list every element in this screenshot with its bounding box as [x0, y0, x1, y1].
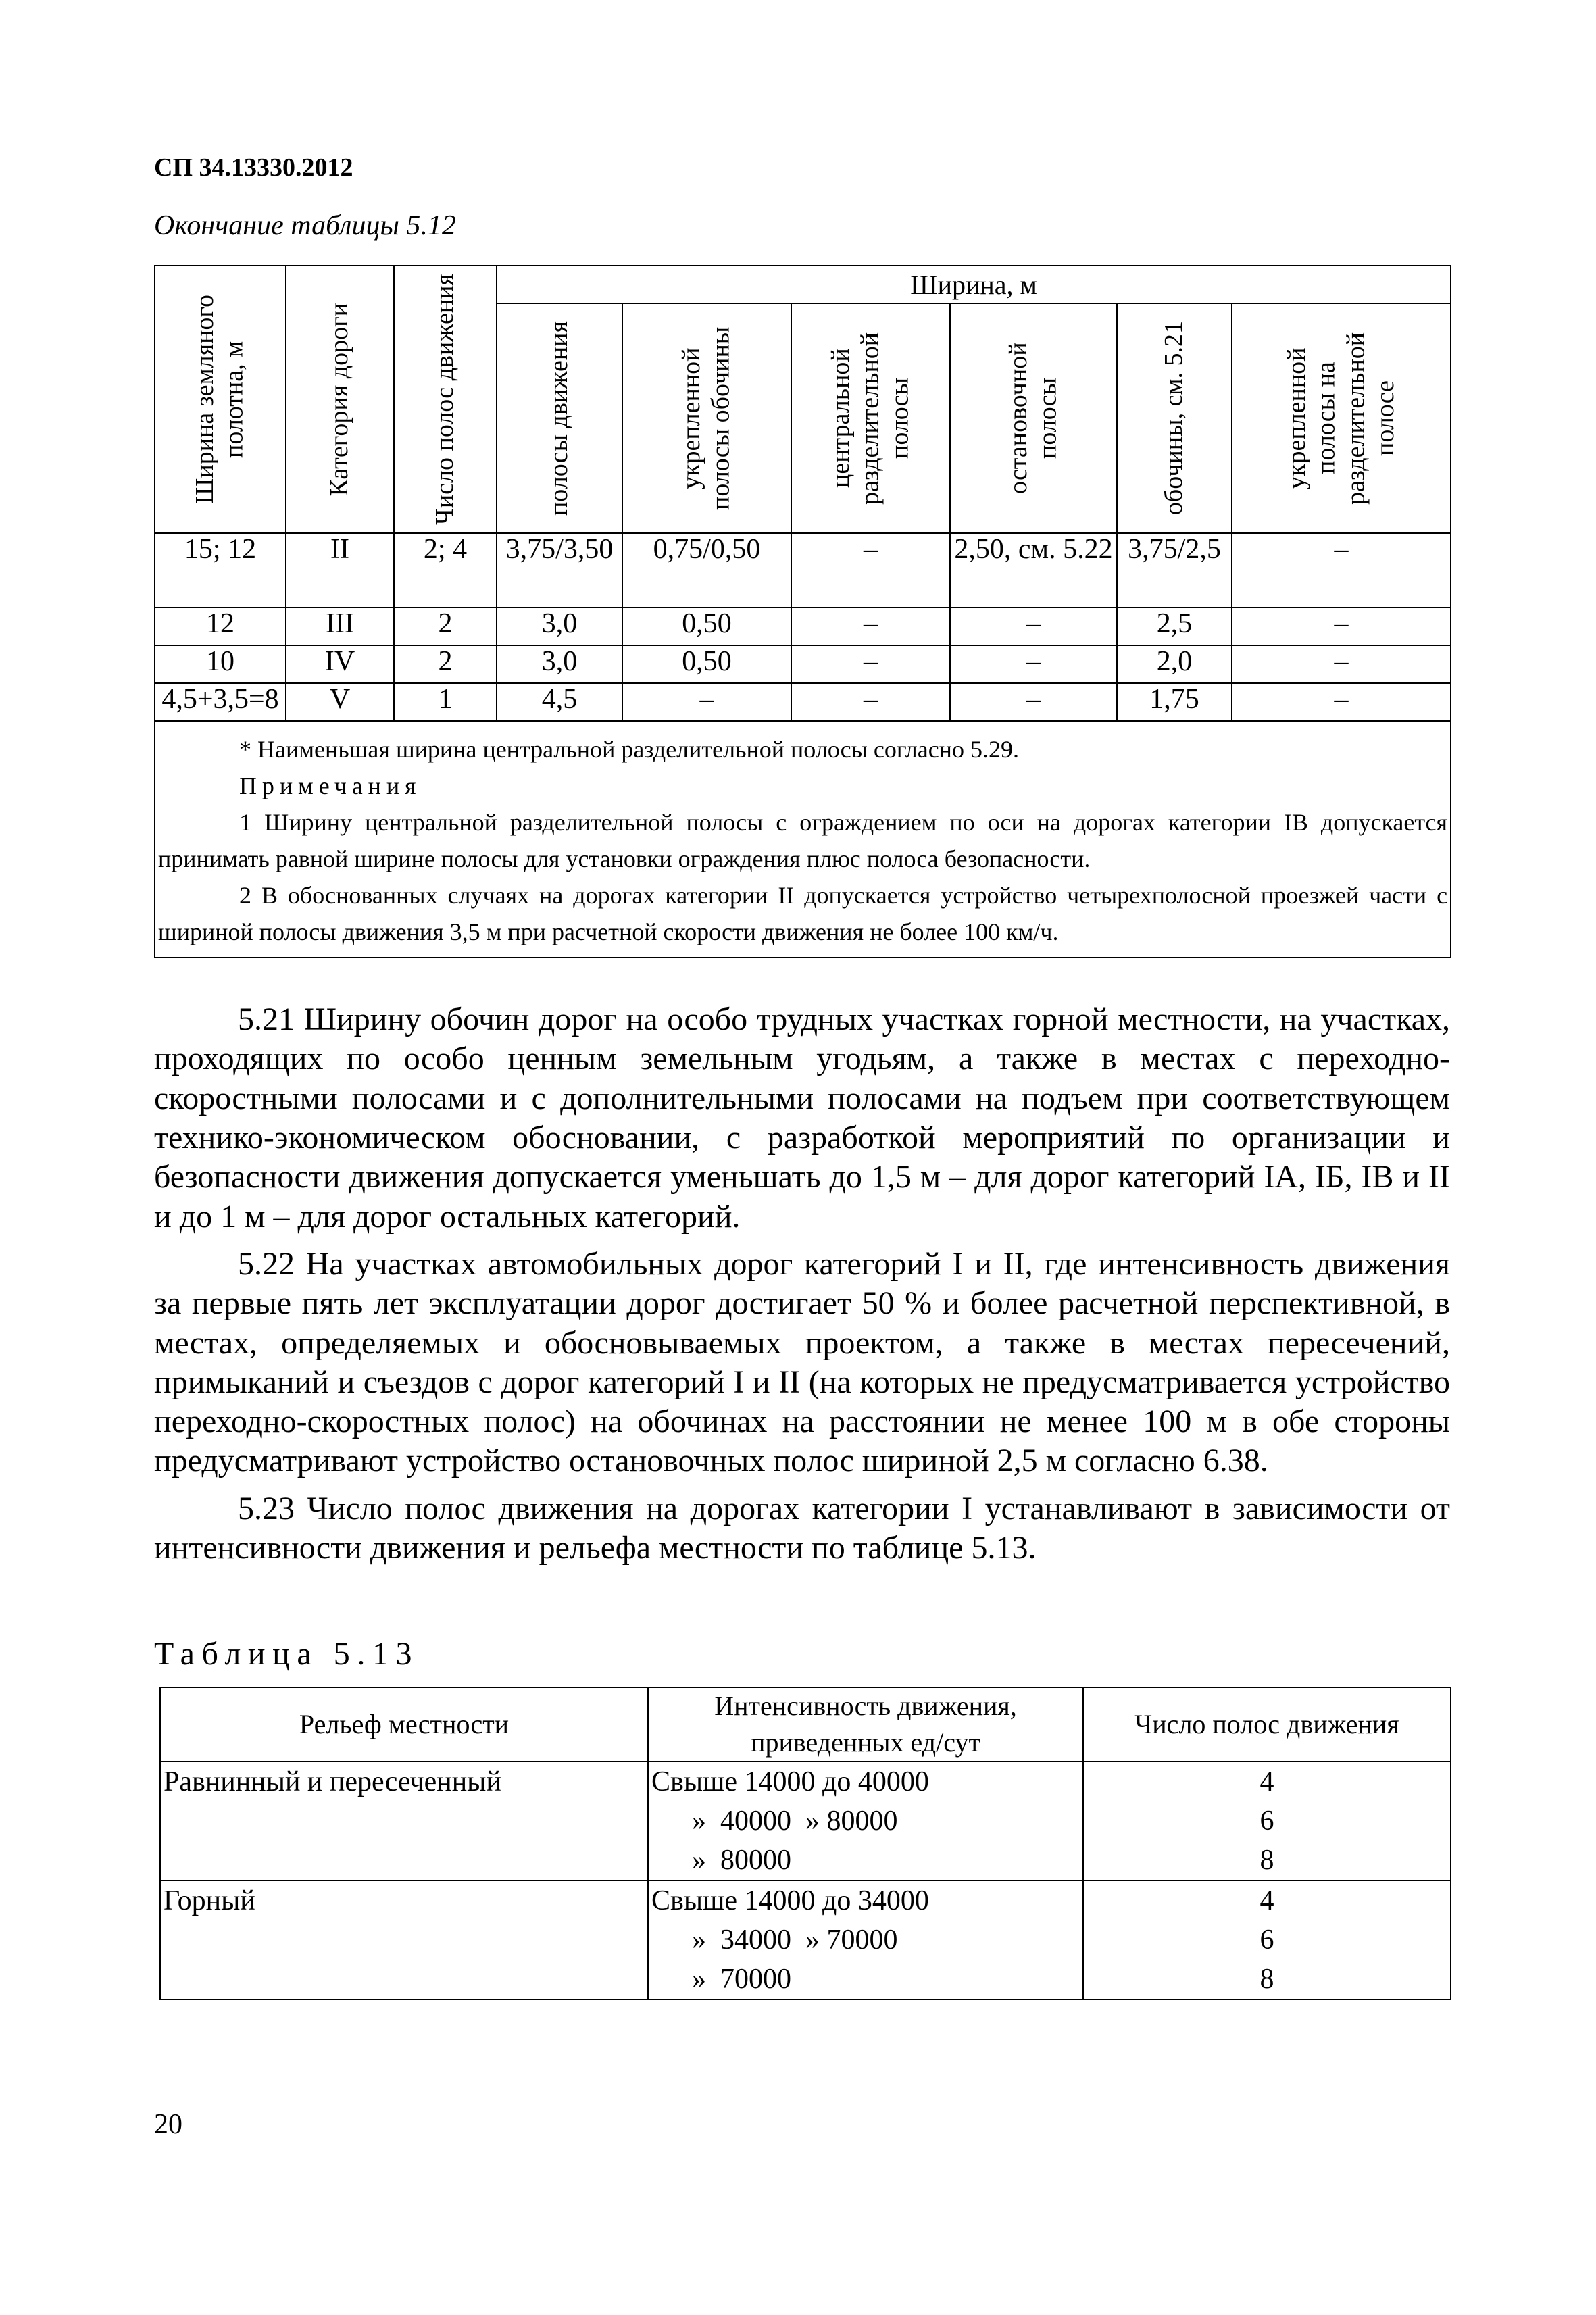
table-cell: IV — [286, 645, 394, 683]
table-5-13-caption: Таблица 5.13 — [154, 1636, 420, 1672]
intensity-line: » 34000 » 70000 — [692, 1924, 898, 1956]
col-header-relief: Рельеф местности — [160, 1687, 648, 1762]
table-cell: 0,50 — [622, 607, 791, 645]
intensity-cell — [648, 1762, 1083, 1881]
intensity-line: » 40000 » 80000 — [692, 1806, 898, 1837]
intensity-line: » 80000 — [692, 1845, 791, 1876]
table-continuation-caption: Окончание таблицы 5.12 — [154, 210, 456, 241]
table-row — [155, 645, 1451, 683]
table-cell: 3,0 — [497, 607, 622, 645]
intensity-cell — [648, 1881, 1083, 1999]
table-5-13 — [159, 1687, 1451, 2000]
notes-title: Примечания — [239, 772, 422, 799]
col-group-header-width: Ширина, м — [497, 266, 1451, 303]
table-cell: 3,75/3,50 — [497, 533, 622, 607]
page-number: 20 — [154, 2109, 182, 2140]
table-cell: 1,75 — [1117, 683, 1232, 721]
table-cell: 2 — [394, 607, 497, 645]
col-header-median-strip: укрепленной полосы на разделительной полосе — [1232, 303, 1451, 533]
table-cell: V — [286, 683, 394, 721]
lanes-value: 6 — [1260, 1806, 1274, 1837]
table-cell: 2 — [394, 645, 497, 683]
col-header-shoulder-strip: укрепленной полосы обочины — [622, 303, 791, 533]
table-cell: 0,75/0,50 — [622, 533, 791, 607]
table-cell: 1 — [394, 683, 497, 721]
table-cell: – — [1232, 645, 1451, 683]
table-row — [160, 1762, 1451, 1881]
lanes-value: 8 — [1260, 1964, 1274, 1995]
lanes-value: 4 — [1260, 1766, 1274, 1797]
table-cell: – — [791, 645, 950, 683]
table-cell: – — [622, 683, 791, 721]
table-row — [155, 533, 1451, 607]
table-cell: – — [791, 533, 950, 607]
table-cell: III — [286, 607, 394, 645]
table-cell: II — [286, 533, 394, 607]
table-cell: – — [791, 683, 950, 721]
table-cell: 2,5 — [1117, 607, 1232, 645]
intensity-line: Свыше 14000 до 40000 — [651, 1766, 929, 1797]
table-cell: – — [1232, 683, 1451, 721]
col-header-shoulder: обочины, см. 5.21 — [1117, 303, 1232, 533]
col-header-lane-count: Число полос движения — [394, 266, 497, 533]
table-cell: – — [950, 683, 1117, 721]
paragraph-5-23: 5.23 Число полос движения на дорогах категории I устанавливают в зависимости от интенсивности движения и рельефа местности по таблице 5.13. — [154, 1490, 1450, 1566]
table-row — [155, 683, 1451, 721]
body-text — [154, 1000, 1450, 1576]
lanes-value: 8 — [1260, 1845, 1274, 1876]
table-footnote: * Наименьшая ширина центральной разделительной полосы согласно 5.29. — [239, 736, 1019, 763]
col-header-central-median: центральной разделительной полосы — [791, 303, 950, 533]
relief-cell: Равнинный и пересеченный — [160, 1762, 648, 1881]
note-1: 1 Ширину центральной разделительной полосы с ограждением по оси на дорогах категории IB допускается принимать равной ширине полосы для установки ограждения плюс полоса безопасности. — [158, 809, 1448, 872]
table-cell: 2,0 — [1117, 645, 1232, 683]
document-code: СП 34.13330.2012 — [154, 153, 353, 182]
note-2: 2 В обоснованных случаях на дорогах категории II допускается устройство четырехполосной проезжей части с шириной полосы движения 3,5 м при расчетной скорости движения не более 100 км/ч. — [158, 882, 1448, 945]
table-cell: – — [950, 645, 1117, 683]
table-cell: – — [1232, 607, 1451, 645]
col-header-subgrade-width: Ширина земляного полотна, м — [155, 266, 286, 533]
table-cell: 2; 4 — [394, 533, 497, 607]
table-cell: 3,0 — [497, 645, 622, 683]
lanes-value: 6 — [1260, 1924, 1274, 1956]
col-header-intensity: Интенсивность движения, приведенных ед/сут — [648, 1687, 1083, 1762]
col-header-lane-width: полосы движения — [497, 303, 622, 533]
table-cell: 3,75/2,5 — [1117, 533, 1232, 607]
intensity-line: » 70000 — [692, 1964, 791, 1995]
table-cell: 4,5 — [497, 683, 622, 721]
lanes-cell — [1083, 1881, 1451, 1999]
table-row — [155, 607, 1451, 645]
lanes-cell — [1083, 1762, 1451, 1881]
table-cell: 0,50 — [622, 645, 791, 683]
col-header-road-category: Категория дороги — [286, 266, 394, 533]
table-cell: – — [950, 607, 1117, 645]
lanes-value: 4 — [1260, 1885, 1274, 1916]
col-header-stopping-lane: остановочной полосы — [950, 303, 1117, 533]
paragraph-5-21: 5.21 Ширину обочин дорог на особо трудных участках горной местности, на участках, проходящих по особо ценным земельным угодьям, а также в местах с переходно-скоростными полосами и с дополнительными полосами на подъем при соответствующем технико-экономическом обосновании, с разработкой мероприятий по организации и безопасности движения допускается уменьшать до 1,5 м – для дорог категорий IA, IБ, IB и II и до 1 м – для дорог остальных категорий. — [154, 1001, 1450, 1235]
table-5-12 — [154, 265, 1451, 958]
table-notes — [155, 721, 1451, 957]
table-cell: 10 — [155, 645, 286, 683]
relief-cell: Горный — [160, 1881, 648, 1999]
intensity-line: Свыше 14000 до 34000 — [651, 1885, 929, 1916]
table-cell: 4,5+3,5=8 — [155, 683, 286, 721]
table-cell: 15; 12 — [155, 533, 286, 607]
col-header-lanes: Число полос движения — [1083, 1687, 1451, 1762]
table-cell: 2,50, см. 5.22 — [950, 533, 1117, 607]
table-cell: 12 — [155, 607, 286, 645]
table-row — [160, 1881, 1451, 1999]
table-cell: – — [791, 607, 950, 645]
table-cell: – — [1232, 533, 1451, 607]
paragraph-5-22: 5.22 На участках автомобильных дорог категорий I и II, где интенсивность движения за первые пять лет эксплуатации дорог достигает 50 % и более расчетной перспективной, в местах, определяемых и обосновываемых проектом, а также в местах пересечений, примыканий и съездов с дорог категорий I и II (на которых не предусматривается устройство переходно-скоростных полос) на обочинах на расстоянии не менее 100 м в обе стороны предусматривают устройство остановочных полос шириной 2,5 м согласно 6.38. — [154, 1245, 1450, 1479]
